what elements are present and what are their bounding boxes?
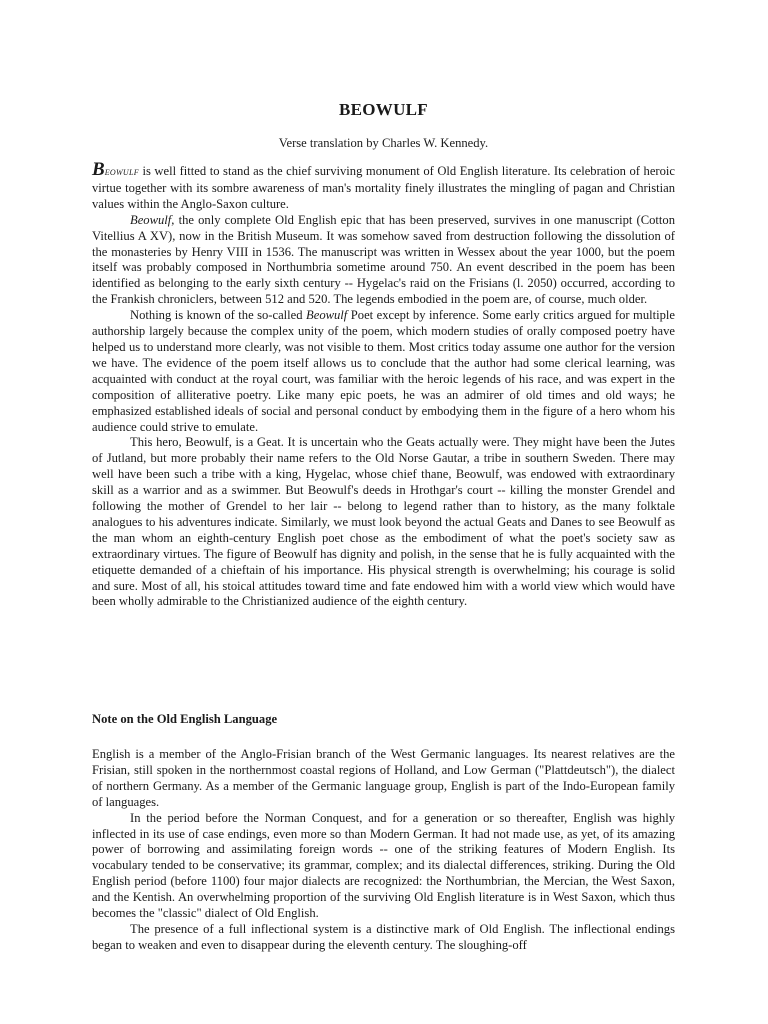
lead-smallcaps: eowulf (104, 166, 139, 178)
paragraph-text: Nothing is known of the so-called (130, 308, 307, 323)
paragraph-hero: This hero, Beowulf, is a Geat. It is uncertain who the Geats actually were. They might have been the Jutes of Jutland, but more probably their name refers to the Old Norse Gautar, a tribe in southern Sweden. There may well have been such a tribe with a king, Hygelac, whose chief thane, Beowulf, was endowed with extraordinary skill as a warrior and as a swimmer. But Beowulf's deeds in Hrothgar's court -- killing the monster Grendel and following the mother of Grendel to her lair -- belong to legend rather than to history, as the many folktale analogues to his adventures indicate. Similarly, we must look beyond the actual Geats and Danes to see Beowulf as the man whom an eighth-century English poet chose as the embodiment of what the poet's society saw as extraordinary virtues. The figure of Beowulf has dignity and polish, in the sense that he is fully acquainted with the etiquette demanded of a chieftain of his importance. His physical strength is overwhelming; his courage is solid and sure. Most of all, his stoical attitudes toward time and fate endowed him with a world view which would have been wholly admirable to the Christianized audience of the eighth century. (92, 435, 675, 609)
italic-title: Beowulf (130, 212, 172, 227)
paragraph-dialects: In the period before the Norman Conquest, and for a generation or so thereafter, English was highly inflected in its use of case endings, even more so than Modern German. It had not made use, as yet, of its amazing power of borrowing and assimilating foreign words -- one of the striking features of Modern English. Its vocabulary tended to be conservative; its grammar, complex; and its dialectal differences, striking. During the Old English period (before 1100) four major dialects are recognized: the Northumbrian, the Mercian, the West Saxon, and the Kentish. An overwhelming proportion of the surviving Old English literature is in West Saxon, which thus becomes the "classic" dialect of Old English. (92, 810, 675, 921)
document-subtitle: Verse translation by Charles W. Kennedy. (278, 136, 489, 150)
paragraph-text: , the only complete Old English epic that has been preserved, survives in one manuscript (Cotton Vitellius A XV), now in the British Museum. It was somehow saved from destruction following the dissolution of the monasteries by Henry VIII in 1536. The manuscript was written in Wessex about the year 1000, but the poem itself was probably composed in Northumbria sometime around 750. An event described in the poem has been identified as belonging to the early sixth century -- Hygelac's raid on the Frisians (l. 2050) occurred, according to the Frankish chroniclers, between 512 and 520. The legends embodied in the poem are, of course, much older. (92, 212, 675, 307)
paragraph-inflection: The presence of a full inflectional system is a distinctive mark of Old English. The inflectional endings began to weaken and even to disappear during the eleventh century. The sloughing-off (92, 921, 675, 952)
document-title: BEOWULF (338, 100, 428, 119)
paragraph-poet (92, 308, 675, 435)
intro-text: is well fitted to stand as the chief surviving monument of Old English literature. Its celebration of heroic virtue together with its sombre awareness of man's mortality finely illustrates the mingling of pagan and Christian values within the Anglo-Saxon culture. (92, 164, 675, 211)
intro-paragraph (92, 160, 675, 213)
italic-title: Beowulf (306, 308, 348, 323)
paragraph-text: Poet except by inference. Some early critics argued for multiple authorship largely because the complex unity of the poem, which modern studies of orally composed poetry have helped us to understand more clearly, was not visible to them. Most critics today assume one author for the version we have. The evidence of the poem itself allows us to conclude that the author had some clerical learning, was acquainted with conduct at the royal court, was familiar with the heroic legends of his race, and was expert in the composition of alliterative poetry. Like many epic poets, he was an admirer of old times and old ways; he emphasized established ideals of social and personal conduct by embodying them in the figure of a hero whom his audience could strive to emulate. (92, 308, 676, 434)
language-note-section (92, 747, 675, 954)
intro-section (92, 160, 675, 610)
drop-cap: B (92, 159, 105, 180)
paragraph-language-family: English is a member of the Anglo-Frisian branch of the West Germanic languages. Its nearest relatives are the Frisian, still spoken in the northernmost coastal regions of Holland, and Low German ("Plattdeutsch"), the dialect of northern Germany. As a member of the Germanic language group, English is part of the Indo-European family of languages. (92, 747, 675, 809)
section-heading: Note on the Old English Language (92, 712, 278, 726)
paragraph-manuscript (92, 213, 675, 308)
